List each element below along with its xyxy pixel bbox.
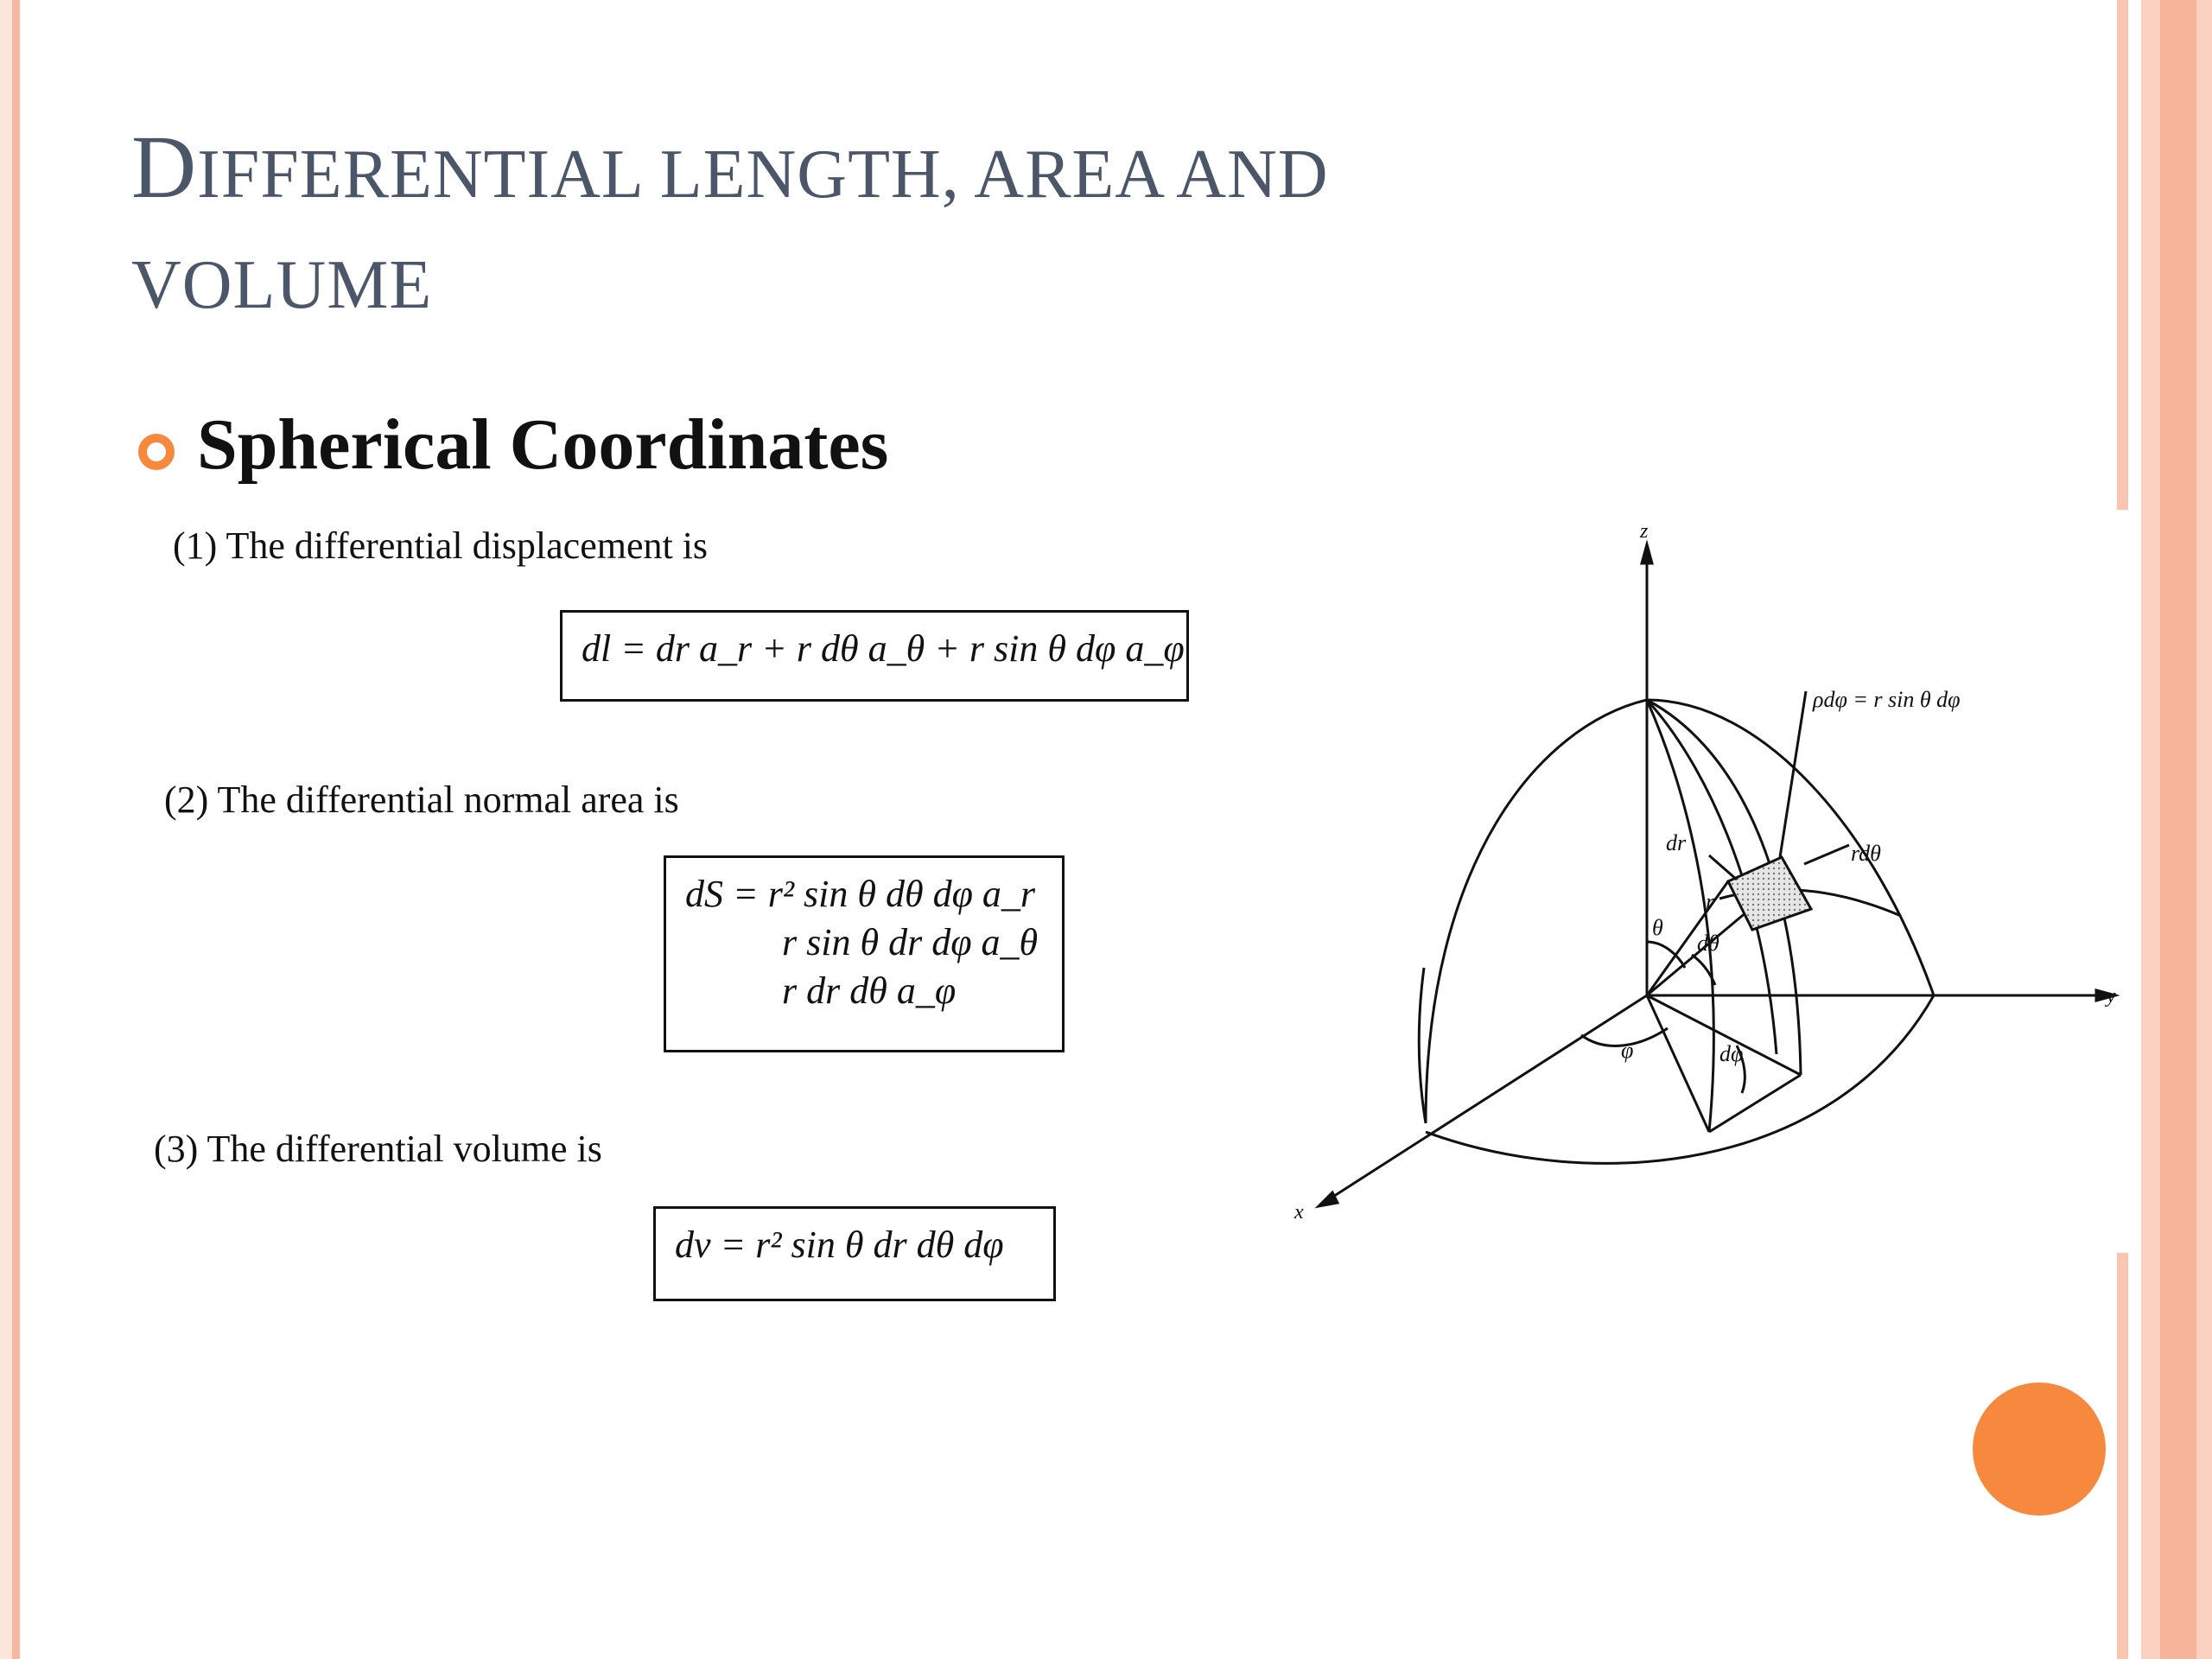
equation-ds-line1: dS = r² sin θ dθ dφ a_r xyxy=(685,873,1036,915)
title-line1: IFFERENTIAL LENGTH, AREA AND xyxy=(197,137,1329,213)
left-border-accent xyxy=(12,0,20,1659)
right-stripe-top xyxy=(2117,0,2128,510)
equation-dl: dl = dr a_r + r dθ a_θ + r sin θ dφ a_φ xyxy=(582,627,1185,670)
octant-arc-zx xyxy=(1426,700,1647,1123)
label-dphi: dφ xyxy=(1719,1041,1744,1066)
slide-title xyxy=(131,112,1773,340)
item-3-label: (3) The differential volume is xyxy=(154,1128,602,1170)
x-axis xyxy=(1329,995,1647,1199)
label-dtheta: dθ xyxy=(1697,931,1719,956)
label-rdtheta: rdθ xyxy=(1851,841,1881,866)
item-1-label: (1) The differential displacement is xyxy=(173,524,709,567)
slide-subtitle: Spherical Coordinates xyxy=(197,404,889,485)
label-x: x xyxy=(1294,1201,1304,1224)
label-theta: θ xyxy=(1652,915,1663,940)
label-r: r xyxy=(1706,889,1715,914)
left-border-light xyxy=(0,0,12,1659)
spherical-coordinates-diagram xyxy=(1279,518,2126,1244)
label-z: z xyxy=(1640,520,1649,543)
title-first-letter: D xyxy=(131,118,198,217)
label-phi: φ xyxy=(1621,1038,1634,1063)
octant-arc-xy xyxy=(1426,995,1934,1163)
octant-bulge xyxy=(1419,968,1426,1123)
label-dr: dr xyxy=(1666,830,1687,855)
title-line2: VOLUME xyxy=(131,247,433,323)
equation-ds-line3: r dr dθ a_φ xyxy=(782,969,957,1012)
equation-dv-box xyxy=(653,1206,1056,1301)
decorative-orange-circle xyxy=(1973,1382,2106,1516)
label-y: y xyxy=(2107,985,2116,1007)
label-rho-eq: ρdφ = r sin θ dφ xyxy=(1813,687,1961,712)
bullet-circle-icon xyxy=(138,434,175,470)
equation-dv: dv = r² sin θ dr dθ dφ xyxy=(675,1224,1004,1266)
right-border-inner xyxy=(2160,0,2196,1659)
equation-dl-box xyxy=(560,610,1189,702)
equation-ds-box xyxy=(664,855,1065,1052)
equation-ds-line2: r sin θ dr dφ a_θ xyxy=(782,921,1039,963)
right-stripe-bottom xyxy=(2117,1253,2128,1659)
item-2-label: (2) The differential normal area is xyxy=(164,779,679,821)
